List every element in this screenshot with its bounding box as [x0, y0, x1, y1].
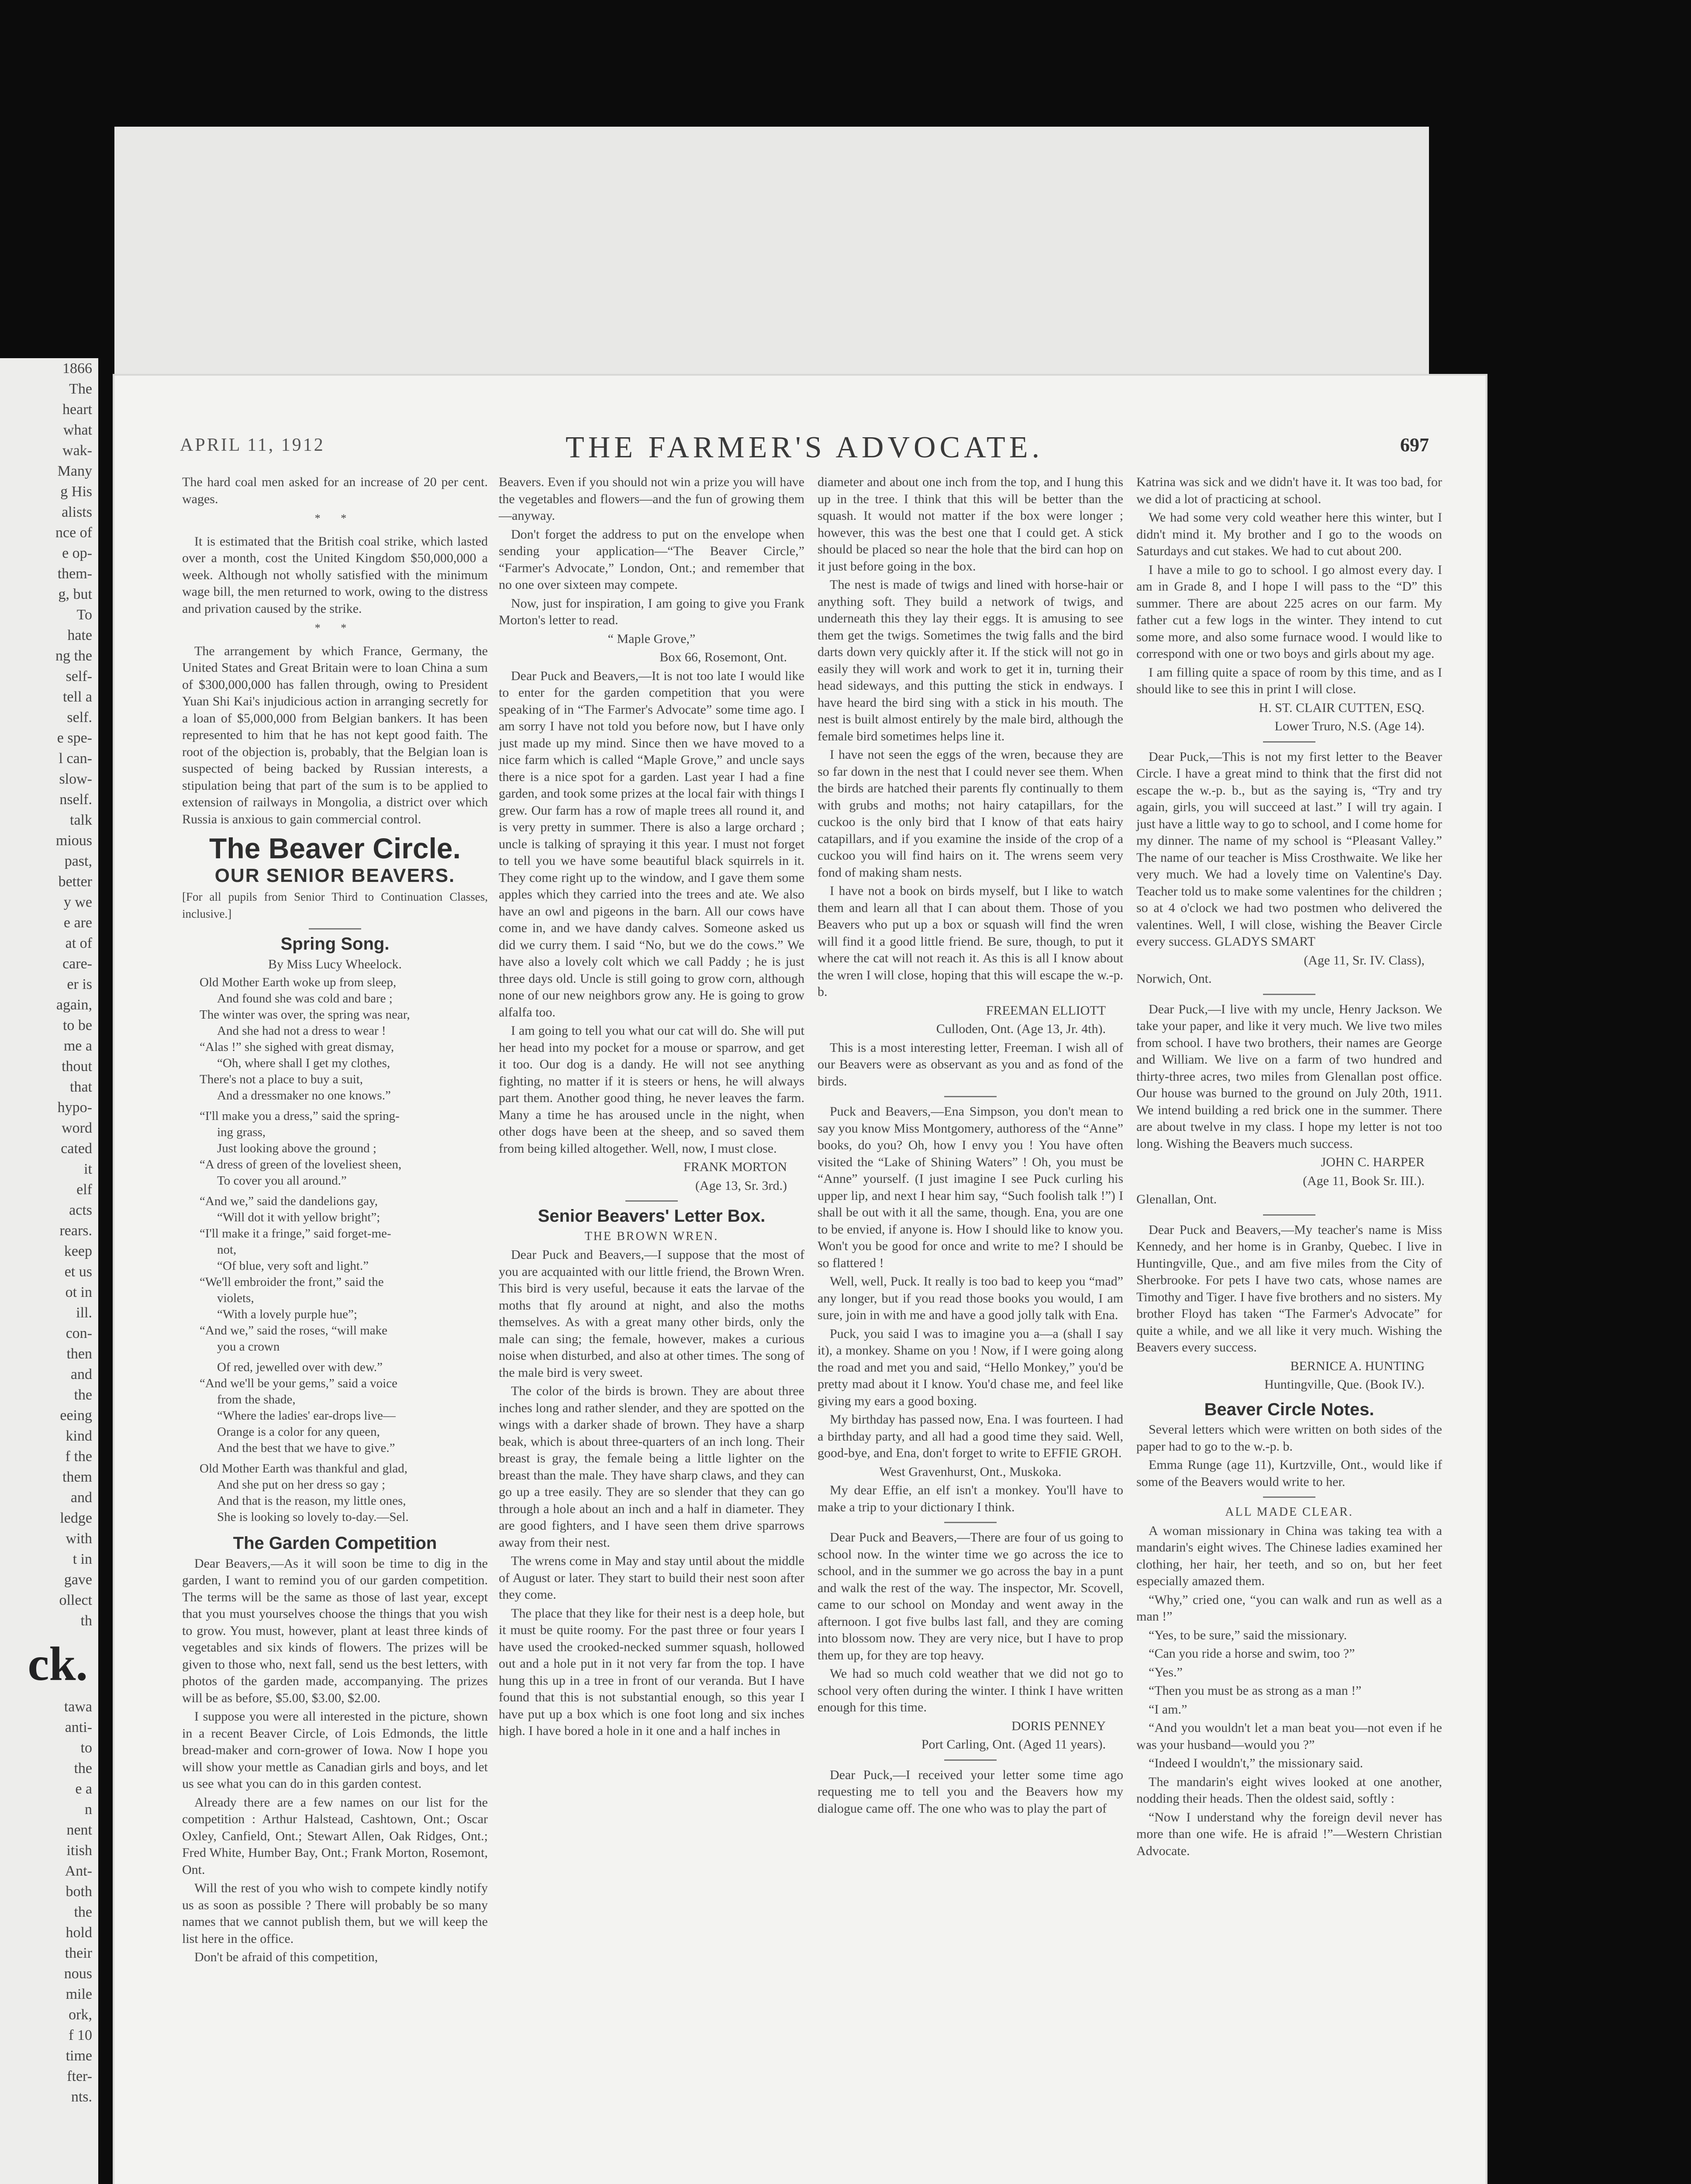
paragraph: “Indeed I wouldn't,” the missionary said.: [1149, 1756, 1363, 1770]
paragraph: “Now I understand why the foreign devil never has more than one wife. He is afraid !”—Western Christian Advocate.: [1136, 1810, 1442, 1858]
article-title: The Garden Competition: [233, 1534, 437, 1553]
anecdote-title: ALL MADE CLEAR.: [1225, 1505, 1353, 1519]
adjacent-page-line: f the: [65, 1448, 92, 1465]
paragraph: Don't forget the address to put on the envelope when sending your application—“The Beaver Circle,” “Farmer's Advocate,” London, Ont.; and remember that no one over sixteen may compete.: [499, 527, 804, 592]
poem-line: Just looking above the ground ;: [217, 1141, 376, 1155]
divider: [309, 928, 361, 930]
adjacent-page-line: wak-: [62, 442, 92, 459]
signature: FRANK MORTON: [683, 1160, 787, 1174]
divider: [944, 1522, 997, 1523]
adjacent-page-line: to be: [62, 1017, 92, 1033]
byline: By Miss Lucy Wheelock.: [268, 957, 402, 971]
paragraph: The arrangement by which France, Germany, the United States and Great Britain were to loan China a sum of $300,000,000 has fallen through, owing to President Yuan Shi Kai's injudicious action in arranging secretly for a loan of $5,000,000 from Belgian bankers. It has been represented to him that he has not kept good faith. The root of the objection is, probably, that the Belgian loan is suspected of being backed by Russian interests, a stipulation being that part of the sum is to be applied to extension of railways in Mongolia, a district over which Russia is anxious to gain commercial control.: [182, 643, 488, 826]
paragraph: “Why,” cried one, “you can walk and run as well as a man !”: [1136, 1592, 1442, 1624]
adjacent-page-line: con-: [66, 1325, 92, 1341]
poem-line: not,: [217, 1243, 237, 1257]
paragraph: The mandarin's eight wives looked at one another, nodding their heads. Then the oldest said, softly :: [1136, 1774, 1442, 1806]
divider: [625, 1200, 678, 1202]
adjacent-page-line: tell a: [62, 689, 92, 705]
adjacent-page-line: them: [62, 1469, 92, 1485]
poem-line: “With a lovely purple hue”;: [217, 1307, 357, 1321]
adjacent-page-line: then: [66, 1346, 92, 1362]
adjacent-page-line: talk: [70, 812, 92, 828]
paragraph: “Then you must be as strong as a man !”: [1149, 1683, 1362, 1698]
adjacent-page-line: nent: [66, 1822, 92, 1838]
divider: [944, 1759, 997, 1761]
adjacent-page-line: their: [65, 1945, 92, 1961]
adjacent-page-line: mious: [55, 833, 92, 849]
paragraph: I am going to tell you what our cat will do. She will put her head into my pocket for a mouse or sparrow, and get it too. Our dog is a dandy. He will not see anything fighting, no matter if it is steers or hens, he will always part them. Another good thing, he never leaves the farm. Many a time he has aroused uncle in the night, when other dogs have been at the sheep, and so saved them from being killed altogether. Well, now, I must close.: [499, 1023, 804, 1156]
paragraph: Well, well, Puck. It really is too bad to keep you “mad” any longer, but if you read those books you would, I am sure, join in with me and have a good jolly talk with Ena.: [818, 1274, 1123, 1322]
paragraph: “Can you ride a horse and swim, too ?”: [1149, 1646, 1355, 1661]
adjacent-page-line: et us: [64, 1264, 92, 1280]
adjacent-page-line: f 10: [69, 2027, 92, 2043]
signature: DORIS PENNEY: [1011, 1718, 1106, 1733]
adjacent-page-line: them-: [57, 566, 92, 582]
poem-line: Old Mother Earth woke up from sleep,: [200, 975, 397, 989]
adjacent-page-line: n: [85, 1801, 92, 1818]
adjacent-page-line: what: [63, 422, 92, 438]
section-title: The Beaver Circle.: [209, 832, 461, 864]
paragraph: A woman missionary in China was taking tea with a mandarin's eight wives. The Chinese ladies examined her clothing, her hair, her teeth, and so on, but her feet especially amazed them.: [1136, 1523, 1442, 1588]
adjacent-page-line: it: [84, 1161, 92, 1177]
poem-line: ing grass,: [217, 1125, 266, 1139]
adjacent-page-line: hypo-: [57, 1099, 92, 1116]
adjacent-page-line: elf: [76, 1182, 92, 1198]
signature-detail: Norwich, Ont.: [1136, 971, 1212, 986]
adjacent-page-line: e op-: [62, 545, 92, 561]
poem-line: Of red, jewelled over with dew.”: [217, 1360, 383, 1374]
paragraph: Dear Puck and Beavers,—My teacher's name is Miss Kennedy, and her home is in Granby, Quebec. I live in Huntingville, Que., and am five miles from the City of Sherbrooke. For pets I have two cats, whose names are Timothy and Tiger. I have five brothers and no sisters. My brother Floyd has taken “The Farmer's Advocate” for quite a while, and we all like it very much. Wishing the Beavers every success.: [1136, 1222, 1442, 1355]
adjacent-page-line: y we: [63, 894, 92, 910]
signature: BERNICE A. HUNTING: [1290, 1358, 1425, 1373]
adjacent-page-line: nts.: [71, 2089, 92, 2105]
poem-line: And found she was cold and bare ;: [217, 992, 393, 1006]
divider: [1263, 741, 1315, 743]
adjacent-page-line: t in: [72, 1551, 92, 1567]
adjacent-page-line: ledge: [60, 1510, 92, 1526]
note: [For all pupils from Senior Third to Continuation Classes, inclusive.]: [182, 890, 488, 920]
paragraph: I suppose you were all interested in the picture, shown in a recent Beaver Circle, of Lois Edmonds, the little bread-maker and corn-grower of Iowa. Now I hope you will show your mettle as Canadian girls and boys, and let us see what you can do in this garden contest.: [182, 1709, 488, 1791]
adjacent-page-line: and: [70, 1366, 92, 1382]
paragraph: Already there are a few names on our list for the competition : Arthur Halstead, Cashtown, Ont.; Oscar Oxley, Canfield, Ont.; Stewart Allen, Oak Ridges, Ont.; Fred White, Humber Bay, Ont.; Frank Morton, Rosemont, Ont.: [182, 1795, 488, 1877]
poem-line: “And we,” said the roses, “will make: [200, 1324, 388, 1337]
signature-detail: Lower Truro, N.S. (Age 14).: [1274, 719, 1425, 733]
paragraph: “And you wouldn't let a man beat you—not even if he was your husband—would you ?”: [1136, 1721, 1442, 1752]
article-title: Senior Beavers' Letter Box.: [538, 1206, 766, 1226]
adjacent-page-line: kind: [66, 1428, 92, 1444]
adjacent-page-line: rears.: [59, 1223, 92, 1239]
adjacent-page-line: better: [58, 874, 92, 890]
paragraph: diameter and about one inch from the top, and I hung this up in the tree. I think that this will be better than the squash. It would not matter if the box were longer ; however, this was the best one that I could get. A stick should be placed so near the hole that the bird can hop on it just before going in the box.: [818, 475, 1123, 574]
letter-title: THE BROWN WREN.: [584, 1229, 719, 1243]
adjacent-page-line: that: [70, 1079, 92, 1095]
poem-line: “Of blue, very soft and light.”: [217, 1259, 369, 1273]
adjacent-page-line: care-: [62, 956, 92, 972]
adjacent-page-line: word: [62, 1120, 92, 1136]
adjacent-page-line: Ant-: [65, 1863, 92, 1879]
poem-line: To cover you all around.”: [217, 1174, 347, 1188]
poem-line: violets,: [217, 1291, 254, 1305]
letter-address: “ Maple Grove,”: [607, 631, 696, 646]
adjacent-page-line: ill.: [76, 1305, 92, 1321]
poem-title: Spring Song.: [280, 934, 390, 954]
poem-line: from the shade,: [217, 1393, 296, 1406]
adjacent-page-line: e a: [75, 1781, 92, 1797]
signature: JOHN C. HARPER: [1321, 1155, 1425, 1169]
paragraph: Don't be afraid of this competition,: [194, 1950, 378, 1964]
paragraph: Dear Puck and Beavers,—I suppose that the most of you are acquainted with our little friend, the Brown Wren. This bird is very useful, because it eats the larvae of the moths that fly around at night, and also the moths themselves. As with a great many other birds, only the male can sing; the female, however, makes a curious noise when disturbed, and also at other times. The song of the male bird is very sweet.: [499, 1248, 804, 1380]
paragraph: I am filling quite a space of room by this time, and as I should like to see this in print I will close.: [1136, 665, 1442, 696]
adjacent-page-line: th: [80, 1613, 92, 1629]
poem-line: “We'll embroider the front,” said the: [200, 1275, 384, 1289]
masthead-title: THE FARMER'S ADVOCATE.: [565, 431, 1044, 464]
paragraph: We had some very cold weather here this winter, but I didn't mind it. My brother and I go to the woods on Saturdays and cut stakes. We had to cut about 200.: [1136, 510, 1442, 558]
poem-line: “Where the ladies' ear-drops live—: [217, 1409, 396, 1423]
poem-line: And that is the reason, my little ones,: [217, 1494, 406, 1508]
adjacent-page-line: To: [76, 607, 92, 623]
adjacent-page-line: hate: [67, 627, 92, 643]
poem-line: And the best that we have to give.”: [217, 1441, 395, 1455]
adjacent-page-line: heart: [62, 401, 92, 418]
paragraph: “Yes, to be sure,” said the missionary.: [1149, 1628, 1347, 1642]
paragraph: Dear Puck,—I received your letter some time ago requesting me to tell you and the Beavers how my dialogue came off. The one who was to play the part of: [818, 1767, 1123, 1816]
page-number: 697: [1400, 434, 1429, 456]
paragraph: We had so much cold weather that we did not go to school very often during the winter. I think I have written enough for this time.: [818, 1666, 1123, 1714]
paragraph: Dear Puck and Beavers,—There are four of us going to school now. In the winter time we go across the ice to school, and in the summer we go across the bay in a punt and walk the rest of the way. The inspector, Mr. Scovell, came to our school on Monday and went away in the afternoon. I got five bulbs last fall, and they are coming into blossom now. They are very nice, but I have to prop them up, for they are top heavy.: [818, 1530, 1123, 1662]
paragraph: Dear Beavers,—As it will soon be time to dig in the garden, I want to remind you of our garden competition. The terms will be the same as those of last year, except that you must yourselves choose the things that you wish to grow. You must, however, plant at least three kinds of vegetables and six kinds of flowers. The prizes will be given to those who, next fall, send us the best letters, with photos of the garden made, accompanying. The prizes will be as before, $5.00, $3.00, $2.00.: [182, 1556, 488, 1705]
signature-detail: Culloden, Ont. (Age 13, Jr. 4th).: [936, 1022, 1106, 1036]
adjacent-page-line: e spe-: [57, 730, 92, 746]
paragraph: Beavers. Even if you should not win a prize you will have the vegetables and flowers—and the fun of growing them—anyway.: [499, 475, 804, 523]
paragraph: Several letters which were written on both sides of the paper had to go to the w.-p. b.: [1136, 1422, 1442, 1454]
poem: [182, 975, 488, 1525]
paragraph: Puck, you said I was to imagine you a—a (shall I say it), a monkey. Shame on you ! Now, if I were going along the road and met you and said, “Hello Monkey,” you'd be pretty mad about it I know. You'd chase me, and feel like giving my ears a good boxing.: [818, 1326, 1123, 1408]
adjacent-page-line: both: [66, 1883, 92, 1900]
poem-line: “I'll make it a fringe,” said forget-me-: [200, 1227, 391, 1241]
paragraph: Dear Puck and Beavers,—It is not too late I would like to enter for the garden competition that you were speaking of in “The Farmer's Advocate” some time ago. I am sorry I have not told you before now, but I have only just made up my mind. Since then we have moved to a nice farm which is called “Maple Grove,” and uncle says there is a nice spot for a garden. Last year I had a fine garden, and took some prizes at the local fair with things I grew. Our farm has a row of maple trees all round it, and is very pretty in summer. There is also a large orchard ; uncle is talking of spraying it this year. I must not forget to tell you we have some beautiful black squirrels in it. They come right up to the window, and I gave them some apples which they carried into the trees and ate. We also have an owl and pigeons in the barn. All our cows have come in, and we have dandy calves. Someone asked us did we curry them. I said “No, but we do the cows.” We have also a lovely colt which we call Paddy ; he is just three days old. Uncle is still going to grow corn, although none of our new neighbors grow any. He is going to grow alfalfa too.: [499, 668, 804, 1019]
adjacent-page-line: hold: [66, 1925, 92, 1941]
adjacent-page-line: tawa: [64, 1699, 92, 1715]
paragraph: My birthday has passed now, Ena. I was fourteen. I had a birthday party, and all had a good time they said. Well, good-bye, and Ena, don't forget to write to EFFIE GROH.: [818, 1412, 1123, 1460]
adjacent-page-line: ork,: [69, 2007, 92, 2023]
adjacent-page-line: ollect: [59, 1592, 92, 1608]
adjacent-page-line: past,: [64, 853, 92, 869]
poem-line: There's not a place to buy a suit,: [200, 1072, 363, 1086]
adjacent-page-line: self.: [67, 709, 92, 726]
divider: [944, 1096, 997, 1097]
poem-line: Orange is a color for any queen,: [217, 1425, 380, 1439]
paragraph: Dear Puck,—This is not my first letter to the Beaver Circle. I have a great mind to think that the first did not escape the w.-p. b., but as the saying is, “Try and try again, girls, you will succeed at last.” I will try again. I just have a little way to go to school, and I come home for my dinner. The name of my school is “Pleasant Valley.” The name of our teacher is Miss Crosthwaite. We like her very much. We had a lovely time on Valentine's Day. Teacher told us to make some valentines for the children ; so at 4 o'clock we had two postmen who delivered the valentines. Well, I will close, wishing the Beaver Circle every success. GLADYS SMART: [1136, 749, 1442, 949]
poem-line: And she had not a dress to wear !: [217, 1024, 386, 1038]
adjacent-page-line: nce of: [55, 525, 92, 541]
paragraph: Will the rest of you who wish to compete kindly notify us as soon as possible ? There will probably be so many names that we cannot publish them, but we will keep the list here in the office.: [182, 1881, 488, 1946]
subsection-title: OUR SENIOR BEAVERS.: [214, 864, 456, 886]
paragraph: “I am.”: [1149, 1702, 1187, 1717]
divider: [1263, 1214, 1315, 1216]
paragraph: The color of the birds is brown. They are about three inches long and rather slender, and they are spotted on the wings with a darker shade of brown. They have a sharp beak, which is about three-quarters of an inch long. Their breast is gray, the female being a little lighter on the breast than the male. They have sharp claws, and they can go up a tree easily. They are so slender that they can go through a hole about an inch and a half in diameter. They are good fighters, and I have seen them drive sparrows away from their nest.: [499, 1384, 804, 1550]
paragraph: Katrina was sick and we didn't have it. It was too bad, for we did a lot of practicing at school.: [1136, 475, 1442, 506]
poem-line: She is looking so lovely to-day.—Sel.: [217, 1510, 409, 1524]
adjacent-page-line: keep: [64, 1243, 92, 1259]
column-3: [818, 474, 1123, 1819]
paragraph: Emma Runge (age 11), Kurtzville, Ont., would like if some of the Beavers would write to her.: [1136, 1458, 1442, 1489]
signature-detail: (Age 11, Book Sr. III.).: [1303, 1173, 1425, 1188]
adjacent-page-heading-fragment: ck.: [28, 1637, 88, 1690]
adjacent-page-line: anti-: [65, 1719, 92, 1735]
adjacent-page-line: itish: [66, 1842, 92, 1859]
paragraph: Puck and Beavers,—Ena Simpson, you don't mean to say you know Miss Montgomery, authoress of the “Anne” books, do you? Oh, how I envy you ! You have often visited the “Lake of Shining Waters” ! Oh, you must be “Anne” yourself. (I just imagine I see Puck curling his upper lip, and next I hear him say, “Such foolish talk !”) I shall be out with it all the same, though. Ena, you are one to be envied, if anyone is. How I should like to know you. Won't you be good for once and write to me? I should be so flattered !: [818, 1104, 1123, 1270]
adjacent-page-line: slow-: [59, 771, 92, 787]
adjacent-page-line: thout: [62, 1058, 92, 1075]
page-header: [180, 430, 1429, 465]
adjacent-page-line: fter-: [67, 2068, 92, 2084]
adjacent-page-line: alists: [62, 504, 92, 520]
poem-line: “Alas !” she sighed with great dismay,: [200, 1040, 394, 1054]
paragraph: I have a mile to go to school. I go almost every day. I am in Grade 8, and I hope I will pass to the “D” this summer. There are about 225 acres on our farm. My father cut a few logs in the winter. They intend to cut some more, and also some furnace wood. I would like to correspond with one or two boys and girls about my age.: [1136, 562, 1442, 661]
adjacent-page-line: e are: [63, 915, 92, 931]
section-break: * *: [314, 622, 355, 634]
adjacent-page-fragment: [0, 358, 98, 2184]
adjacent-page-line: nous: [64, 1966, 92, 1982]
paragraph: “Yes.”: [1149, 1665, 1183, 1679]
adjacent-page-line: g His: [60, 484, 92, 500]
poem-line: And a dressmaker no one knows.”: [217, 1089, 391, 1102]
poem-line: “I'll make you a dress,” said the spring-: [200, 1109, 400, 1123]
signature-detail: Glenallan, Ont.: [1136, 1192, 1217, 1206]
article-title: Beaver Circle Notes.: [1204, 1400, 1374, 1419]
adjacent-page-lines-lower: [0, 1697, 98, 2107]
paragraph: Dear Puck,—I live with my uncle, Henry Jackson. We take your paper, and like it very much. We live two miles from school. I have two brothers, their names are George and William. We live on a farm of two hundred and thirty-three acres, two miles from Glenallan post office. Our house was burned to the ground on July 20th, 1911. We intend building a red brick one in the summer. There are about twelve in my class. I hope my letter is not too long. Wishing the Beavers much success.: [1136, 1002, 1442, 1151]
adjacent-page-line: mile: [66, 1986, 92, 2002]
signature-detail: Huntingville, Que. (Book IV.).: [1264, 1377, 1425, 1392]
signature: H. ST. CLAIR CUTTEN, ESQ.: [1259, 700, 1425, 715]
adjacent-page-line: g, but: [58, 586, 92, 602]
adjacent-page-line: cated: [61, 1140, 92, 1157]
adjacent-page-line: with: [66, 1531, 92, 1547]
adjacent-page-line: eeing: [60, 1407, 92, 1424]
divider: [1263, 1496, 1315, 1498]
adjacent-page-line: the: [74, 1387, 92, 1403]
poem-line: “And we,” said the dandelions gay,: [200, 1194, 378, 1208]
adjacent-page-line: gave: [64, 1572, 92, 1588]
paragraph: The hard coal men asked for an increase of 20 per cent. wages.: [182, 475, 488, 506]
paragraph: I have not a book on birds myself, but I like to watch them and learn all that I can about them. Those of you Beavers who put up a box or squash will find the wren will find it a good little friend. Be sure, though, to put it where the cat will not reach it. As this is all I know about the wren I will close, hoping that this will escape the w.-p. b.: [818, 884, 1123, 999]
divider: [1263, 994, 1315, 995]
letter-address: Box 66, Rosemont, Ont.: [659, 650, 787, 664]
signature-detail: West Gravenhurst, Ont., Muskoka.: [879, 1464, 1062, 1479]
paragraph: It is estimated that the British coal strike, which lasted over a month, cost the United Kingdom $50,000,000 a week. Although not wholly satisfied with the minimum wage bill, the men returned to work, owing to the distress and privation caused by the strike.: [182, 534, 488, 616]
newspaper-page: [114, 376, 1486, 2184]
column-4: [1136, 474, 1442, 1861]
adjacent-page-line: acts: [69, 1202, 92, 1218]
issue-date: APRIL 11, 1912: [180, 435, 325, 455]
poem-line: The winter was over, the spring was near,: [200, 1008, 410, 1022]
adjacent-page-line: time: [66, 2048, 92, 2064]
adjacent-page-line: self-: [66, 668, 92, 684]
poem-line: “And we'll be your gems,” said a voice: [200, 1376, 397, 1390]
column-1: [182, 474, 488, 1968]
signature-detail: Port Carling, Ont. (Aged 11 years).: [921, 1737, 1106, 1752]
paragraph: The place that they like for their nest is a deep hole, but it must be quite roomy. For the past three or four years I have used the crooked-necked summer squash, hollowed out and a hole put in it not very far from the top. I have hung this up in a tree in front of our veranda. But I have found that this is not substantial enough, so this year I have put up a box which is one foot long and six inches high. I have bored a hole in it one and a half inches in: [499, 1606, 804, 1738]
paragraph: My dear Effie, an elf isn't a monkey. You'll have to make a trip to your dictionary I think.: [818, 1483, 1123, 1514]
adjacent-page-line: and: [70, 1489, 92, 1506]
paragraph: Now, just for inspiration, I am going to give you Frank Morton's letter to read.: [499, 596, 804, 627]
poem-line: “Oh, where shall I get my clothes,: [217, 1056, 390, 1070]
adjacent-page-line: ng the: [55, 648, 92, 664]
adjacent-page-line: The: [69, 381, 92, 397]
column-2: [499, 474, 804, 1742]
signature: FREEMAN ELLIOTT: [986, 1003, 1106, 1018]
adjacent-page-line: l can-: [59, 750, 92, 767]
adjacent-page-line: er is: [67, 976, 92, 992]
signature-detail: (Age 11, Sr. IV. Class),: [1304, 953, 1425, 968]
poem-line: you a crown: [217, 1340, 280, 1354]
adjacent-page-line: at of: [65, 935, 92, 951]
adjacent-page-line: nself.: [59, 791, 92, 808]
adjacent-page-line: to: [80, 1740, 92, 1756]
paragraph: This is a most interesting letter, Freeman. I wish all of our Beavers were as observant as you and as fond of the birds.: [818, 1040, 1123, 1089]
adjacent-page-line: the: [74, 1904, 92, 1920]
signature-detail: (Age 13, Sr. 3rd.): [695, 1178, 787, 1193]
poem-line: “A dress of green of the loveliest sheen,: [200, 1158, 402, 1171]
adjacent-page-line: me a: [63, 1038, 92, 1054]
paragraph: The nest is made of twigs and lined with horse-hair or anything soft. They build a network of twigs, and underneath this they lay their eggs. It is amusing to see them get the twigs. Sometimes the twig falls and the bird darts down very quickly after it. If the stick will not go in easily they will work and work to get it in, turning their head sideways, and this putting the stick in endways. I have heard the bird sing with a stick in his mouth. The nest is built almost entirely by the male bird, although the female bird sometimes helps line it.: [818, 577, 1123, 743]
adjacent-page-line: Many: [57, 463, 92, 479]
poem-line: And she put on her dress so gay ;: [217, 1478, 386, 1492]
poem-line: Old Mother Earth was thankful and glad,: [200, 1462, 407, 1476]
paragraph: I have not seen the eggs of the wren, because they are so far down in the nest that I could never see them. When the birds are hatched their parents fly continually to them with grubs and moths; not hairy catapillars, for the cuckoo is the only bird that I know of that eats hairy catapillars, and if you examine the inside of the crop of a cuckoo you will find hairs on it. The wrens seem very fond of making sham nests.: [818, 747, 1123, 880]
adjacent-page-line: the: [74, 1760, 92, 1776]
paragraph: The wrens come in May and stay until about the middle of August or later. They start to build their nest soon after they come.: [499, 1554, 804, 1602]
adjacent-page-lines: [0, 358, 98, 1631]
underlying-page: [114, 127, 1429, 389]
section-break: * *: [314, 512, 355, 525]
adjacent-page-line: ot in: [65, 1284, 92, 1300]
adjacent-page-line: again,: [56, 997, 92, 1013]
adjacent-page-line: 1866: [62, 360, 92, 377]
poem-line: “Will dot it with yellow bright”;: [217, 1210, 380, 1224]
